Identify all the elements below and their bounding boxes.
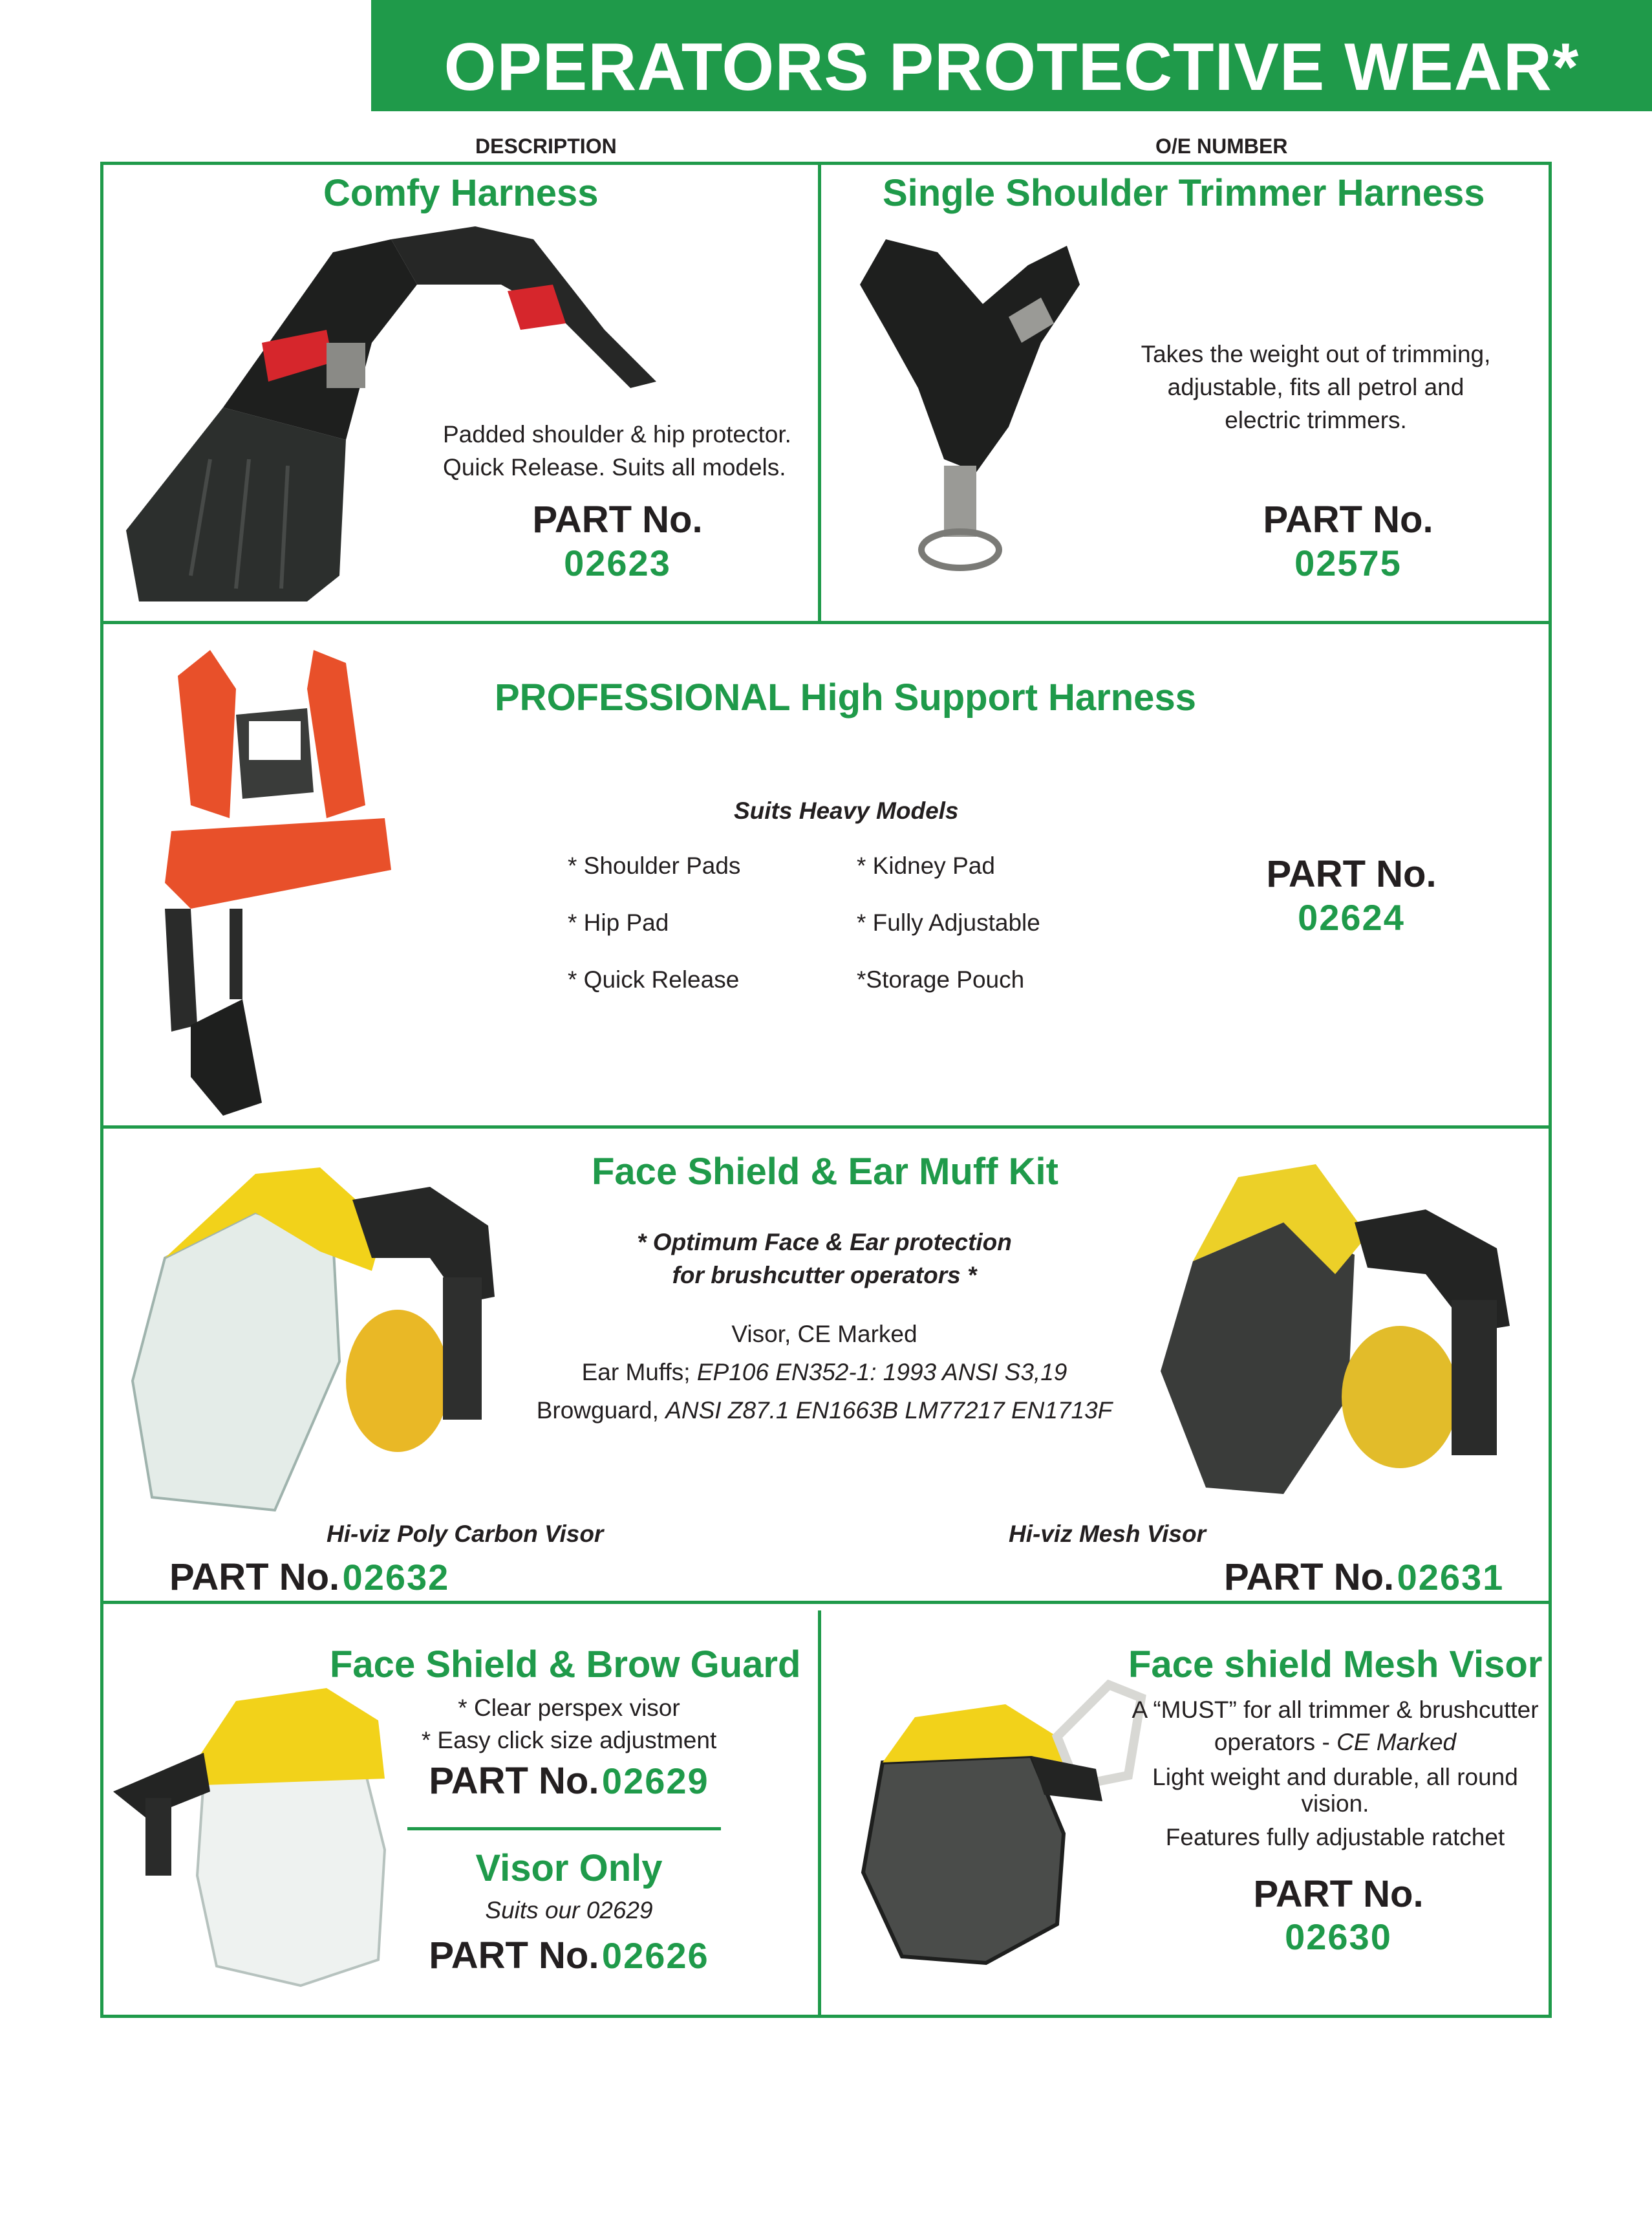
comfy-harness-desc-line1: Padded shoulder & hip protector. bbox=[443, 421, 791, 448]
visor-only-title: Visor Only bbox=[475, 1847, 663, 1889]
mesh-face-shield-line3: Light weight and durable, all round bbox=[1152, 1764, 1518, 1790]
visor-only-part bbox=[375, 1934, 763, 1977]
single-shoulder-harness-title: Single Shoulder Trimmer Harness bbox=[883, 172, 1485, 214]
face-ear-kit-title: Face Shield & Ear Muff Kit bbox=[592, 1151, 1058, 1193]
mesh-visor-image bbox=[1122, 1158, 1529, 1520]
brow-guard-title: Face Shield & Brow Guard bbox=[330, 1643, 801, 1685]
feature-kidney-pad: * Kidney Pad bbox=[857, 852, 995, 879]
feature-quick-release: * Quick Release bbox=[568, 966, 740, 993]
grid-bottom-border bbox=[100, 2015, 1552, 2018]
mesh-visor-part bbox=[1224, 1556, 1505, 1598]
mesh-face-shield-part-label: PART No. bbox=[1253, 1873, 1424, 1915]
brow-guard-part-number: 02629 bbox=[601, 1761, 709, 1801]
poly-carbon-visor-image bbox=[126, 1148, 514, 1517]
visor-only-divider bbox=[407, 1827, 721, 1830]
face-ear-kit-spec-ear-muffs: Ear Muffs; EP106 EN352-1: 1993 ANSI S3,19 bbox=[581, 1359, 1067, 1385]
feature-fully-adjustable: * Fully Adjustable bbox=[857, 909, 1040, 936]
professional-harness-title: PROFESSIONAL High Support Harness bbox=[495, 677, 1196, 719]
mesh-face-shield-title: Face shield Mesh Visor bbox=[1128, 1643, 1543, 1685]
visor-only-part-number: 02626 bbox=[601, 1935, 709, 1976]
face-ear-kit-spec-visor: Visor, CE Marked bbox=[731, 1321, 917, 1347]
poly-carbon-visor-part-number: 02632 bbox=[342, 1557, 450, 1598]
single-shoulder-harness-image bbox=[847, 226, 1086, 601]
face-ear-kit-tagline-line1: * Optimum Face & Ear protection bbox=[637, 1229, 1012, 1255]
single-shoulder-part-label: PART No. bbox=[1263, 499, 1433, 541]
poly-carbon-visor-part-label: PART No. bbox=[169, 1556, 340, 1598]
face-ear-kit-tagline-line2: for brushcutter operators * bbox=[672, 1262, 977, 1288]
grid-top-border bbox=[100, 162, 1552, 165]
comfy-harness-part-number: 02623 bbox=[564, 543, 671, 583]
mesh-face-shield-line2: operators - CE Marked bbox=[1214, 1729, 1457, 1755]
poly-carbon-visor-caption: Hi-viz Poly Carbon Visor bbox=[327, 1521, 604, 1547]
feature-storage-pouch: *Storage Pouch bbox=[857, 966, 1025, 993]
mesh-face-shield-line5: Features fully adjustable ratchet bbox=[1165, 1824, 1505, 1850]
column-heading-oe-number: O/E NUMBER bbox=[1155, 135, 1288, 158]
mesh-visor-part-number: 02631 bbox=[1397, 1557, 1505, 1598]
professional-harness-part-label: PART No. bbox=[1266, 853, 1437, 895]
mesh-face-shield-part-number: 02630 bbox=[1285, 1916, 1392, 1957]
single-shoulder-desc-line2: adjustable, fits all petrol and bbox=[1167, 374, 1464, 400]
grid-row-separator-2 bbox=[100, 1125, 1552, 1129]
grid-row-separator-3 bbox=[100, 1601, 1552, 1604]
professional-harness-part-number: 02624 bbox=[1298, 897, 1405, 938]
mesh-face-shield-line1: A “MUST” for all trimmer & brushcutter bbox=[1132, 1696, 1539, 1723]
poly-carbon-visor-part bbox=[169, 1556, 450, 1598]
brow-guard-image bbox=[107, 1682, 394, 1992]
comfy-harness-desc-line2: Quick Release. Suits all models. bbox=[443, 454, 786, 481]
mesh-face-shield-image bbox=[824, 1665, 1154, 1976]
professional-harness-subtitle: Suits Heavy Models bbox=[734, 797, 959, 824]
feature-hip-pad: * Hip Pad bbox=[568, 909, 669, 936]
single-shoulder-part-number: 02575 bbox=[1294, 543, 1402, 583]
grid-left-border bbox=[100, 162, 103, 2018]
comfy-harness-title: Comfy Harness bbox=[323, 172, 599, 214]
visor-only-subtitle: Suits our 02629 bbox=[485, 1897, 653, 1923]
professional-harness-image bbox=[152, 637, 404, 1116]
grid-divider-row4 bbox=[818, 1610, 821, 2018]
visor-only-part-label: PART No. bbox=[429, 1934, 599, 1977]
mesh-visor-part-label: PART No. bbox=[1224, 1556, 1395, 1598]
header-banner bbox=[371, 0, 1652, 111]
grid-divider-row1 bbox=[818, 162, 821, 621]
brow-guard-part bbox=[375, 1762, 763, 1800]
page-title: OPERATORS PROTECTIVE WEAR* bbox=[444, 30, 1580, 105]
single-shoulder-desc-line1: Takes the weight out of trimming, bbox=[1141, 341, 1491, 367]
brow-guard-part-label: PART No. bbox=[429, 1760, 599, 1802]
grid-row-separator-1 bbox=[100, 621, 1552, 624]
face-ear-kit-spec-browguard: Browguard, ANSI Z87.1 EN1663B LM77217 EN1713F bbox=[536, 1397, 1113, 1424]
brow-guard-line2: * Easy click size adjustment bbox=[421, 1727, 717, 1753]
column-heading-description: DESCRIPTION bbox=[475, 135, 617, 158]
grid-right-border bbox=[1549, 162, 1552, 2018]
mesh-face-shield-line4: vision. bbox=[1301, 1790, 1369, 1817]
brow-guard-line1: * Clear perspex visor bbox=[458, 1695, 680, 1721]
feature-shoulder-pads: * Shoulder Pads bbox=[568, 852, 741, 879]
comfy-harness-part-label: PART No. bbox=[532, 499, 703, 541]
single-shoulder-desc-line3: electric trimmers. bbox=[1225, 407, 1407, 433]
mesh-visor-caption: Hi-viz Mesh Visor bbox=[1009, 1521, 1206, 1547]
